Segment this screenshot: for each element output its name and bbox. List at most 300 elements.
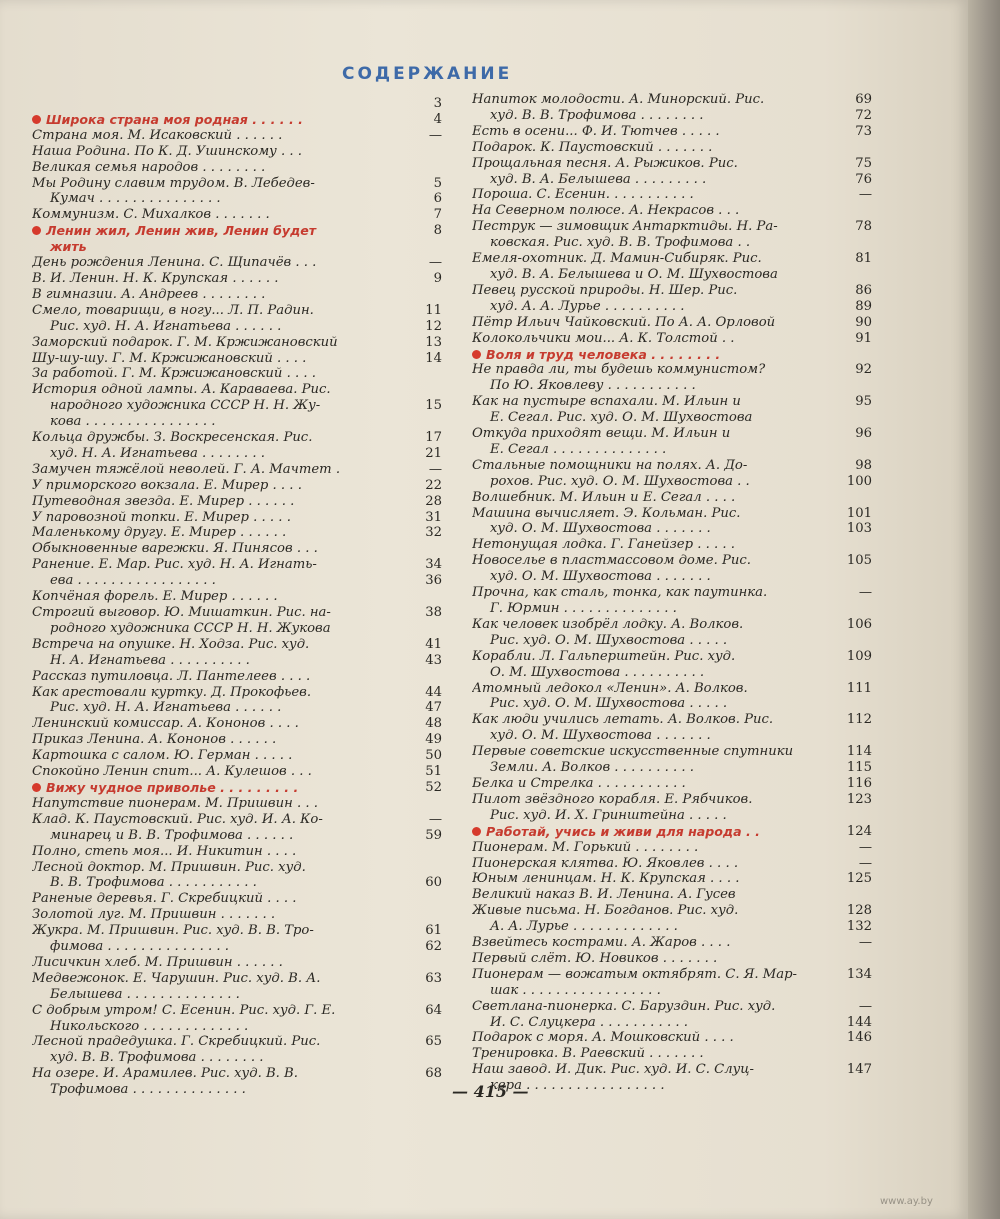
toc-entry-page: 69	[855, 92, 872, 107]
toc-entry	[472, 442, 872, 458]
toc-entry-title: Ранение. Е. Мар. Рис. худ. Н. А. Игнать-	[32, 557, 317, 573]
toc-entry-title: У приморского вокзала. Е. Мирер . . . .	[32, 477, 302, 493]
toc-entry	[472, 728, 872, 744]
toc-entry-page: 76	[855, 171, 872, 187]
toc-entry-page: 50	[425, 748, 442, 764]
toc-entry	[472, 569, 872, 585]
toc-entry	[32, 96, 442, 112]
toc-entry	[472, 776, 872, 792]
toc-entry-title: Подарок с моря. А. Мошковский . . . .	[472, 1030, 734, 1046]
toc-entry-page: 13	[425, 334, 442, 350]
toc-entry-title: Картошка с салом. Ю. Герман . . . . .	[32, 748, 293, 764]
toc-entry-title: О. М. Шухвостова . . . . . . . . . .	[490, 664, 705, 680]
toc-entry-page: 8	[433, 223, 442, 239]
toc-entry	[472, 601, 872, 617]
toc-entry-title: Е. Сегал. Рис. худ. О. М. Шухвостова	[490, 410, 753, 426]
toc-entry	[32, 510, 442, 526]
toc-entry-page: 44	[425, 684, 442, 700]
toc-entry	[472, 203, 872, 219]
toc-entry	[472, 808, 872, 824]
toc-entry-page: 123	[846, 791, 872, 807]
toc-entry	[32, 621, 442, 637]
toc-entry	[32, 287, 442, 303]
toc-entry	[32, 891, 442, 907]
toc-entry-title: кера . . . . . . . . . . . . . . . . .	[490, 1078, 665, 1094]
toc-entry	[32, 605, 442, 621]
toc-entry	[472, 1015, 872, 1031]
toc-entry-title: А. А. Лурье . . . . . . . . . . . . .	[490, 919, 678, 935]
toc-entry-title: Пилот звёздного корабля. Е. Рябчиков.	[472, 791, 753, 807]
toc-entry-title: Клад. К. Паустовский. Рис. худ. И. А. Ко-	[32, 811, 323, 827]
toc-entry	[32, 382, 442, 398]
toc-entry-title: Пионерам — вожатым октябрят. С. Я. Мар-	[472, 966, 798, 982]
toc-entry-page: 36	[425, 573, 442, 589]
toc-entry-page: 128	[846, 903, 872, 919]
toc-entry-page: 3	[433, 96, 442, 111]
toc-entry-title: Есть в осени... Ф. И. Тютчев . . . . .	[472, 123, 720, 139]
toc-entry-title: И. С. Слуцкера . . . . . . . . . . .	[490, 1014, 688, 1030]
toc-entry-page: 31	[425, 509, 442, 525]
toc-entry-title: Лесной доктор. М. Пришвин. Рис. худ.	[32, 859, 306, 875]
toc-entry-title: Г. Юрмин . . . . . . . . . . . . . .	[490, 601, 677, 616]
toc-entry-page: 9	[433, 270, 442, 286]
toc-entry-title: Маленькому другу. Е. Мирер . . . . . .	[32, 525, 287, 541]
toc-entry	[472, 187, 872, 203]
toc-entry	[472, 537, 872, 553]
toc-entry	[32, 462, 442, 478]
toc-entry-title: Строгий выговор. Ю. Мишаткин. Рис. на-	[32, 605, 331, 620]
toc-entry-title: худ. А. А. Лурье . . . . . . . . . .	[490, 298, 685, 314]
toc-entry-page: —	[428, 461, 442, 477]
toc-entry-page: 14	[425, 350, 442, 366]
toc-entry-title: Емеля-охотник. Д. Мамин-Сибиряк. Рис.	[472, 251, 762, 267]
toc-entry-title: Подарок. К. Паустовский . . . . . . .	[472, 139, 713, 155]
toc-entry-title: Как человек изобрёл лодку. А. Волков.	[472, 616, 744, 632]
toc-entry-title: Рис. худ. О. М. Шухвостова . . . . .	[490, 696, 728, 712]
toc-entry	[32, 1050, 442, 1066]
toc-entry-title: Пётр Ильич Чайковский. По А. А. Орловой	[472, 314, 776, 330]
toc-entry-title: Рис. худ. И. Х. Гринштейна . . . . .	[490, 807, 727, 823]
toc-entry	[32, 255, 442, 271]
toc-entry-title: кова . . . . . . . . . . . . . . . .	[50, 414, 216, 430]
toc-entry-page: —	[858, 855, 872, 871]
toc-entry	[472, 156, 872, 172]
toc-entry-page: 22	[425, 477, 442, 493]
toc-entry-page: 28	[425, 493, 442, 509]
toc-entry	[32, 1019, 442, 1035]
toc-entry	[32, 971, 442, 987]
toc-entry-title: Замучен тяжёлой неволей. Г. А. Мачтет .	[32, 461, 341, 477]
toc-entry-page: 43	[425, 652, 442, 668]
toc-entry	[32, 923, 442, 939]
toc-entry	[472, 951, 872, 967]
toc-entry	[32, 303, 442, 319]
toc-entry-page: 5	[433, 175, 442, 191]
toc-entry-page: 100	[846, 473, 872, 489]
toc-entry	[472, 712, 872, 728]
toc-entry-title: Смело, товарищи, в ногу... Л. П. Радин.	[32, 302, 314, 318]
toc-entry	[472, 251, 872, 267]
toc-entry	[472, 172, 872, 188]
toc-entry	[32, 1034, 442, 1050]
toc-entry-title: Рассказ путиловца. Л. Пантелеев . . . .	[32, 668, 311, 684]
toc-entry	[472, 792, 872, 808]
toc-entry	[32, 541, 442, 557]
toc-entry-title: Ленин жил, Ленин жив, Ленин будет	[32, 223, 402, 239]
toc-entry-title: родного художника СССР Н. Н. Жукова	[50, 620, 331, 636]
toc-entry	[32, 430, 442, 446]
toc-entry-page: 101	[846, 505, 872, 521]
toc-entry-title: Полно, степь моя... И. Никитин . . . .	[32, 843, 297, 859]
toc-entry	[32, 271, 442, 287]
toc-entry-page: 47	[425, 700, 442, 716]
toc-entry-page: 4	[433, 111, 442, 127]
toc-entry-title: рохов. Рис. худ. О. М. Шухвостова . .	[490, 473, 750, 489]
toc-entry-title: худ. В. В. Трофимова . . . . . . . .	[490, 107, 704, 123]
toc-entry-title: Шу-шу-шу. Г. М. Кржижановский . . . .	[32, 350, 307, 366]
toc-entry-title: Работай, учись и живи для народа . .	[472, 824, 832, 840]
toc-entry-title: Рис. худ. Н. А. Игнатьева . . . . . .	[50, 700, 282, 716]
toc-entry	[472, 840, 872, 856]
toc-entry-title: В гимназии. А. Андреев . . . . . . . .	[32, 286, 266, 302]
toc-entry-page: 51	[425, 764, 442, 780]
toc-entry-title: Рис. худ. О. М. Шухвостова . . . . .	[490, 632, 728, 648]
toc-entry-title: День рождения Ленина. С. Щипачёв . . .	[32, 255, 317, 271]
toc-entry-title: жить	[50, 239, 87, 255]
toc-entry	[32, 700, 442, 716]
toc-entry-title: шак . . . . . . . . . . . . . . . . .	[490, 982, 661, 998]
toc-entry	[32, 128, 442, 144]
toc-entry-title: Пионерская клятва. Ю. Яковлев . . . .	[472, 855, 739, 871]
toc-entry	[472, 283, 872, 299]
toc-entry-page: 59	[425, 827, 442, 843]
toc-entry	[472, 633, 872, 649]
toc-entry-title: худ. О. М. Шухвостова . . . . . . .	[490, 728, 711, 744]
toc-entry-page: 146	[846, 1030, 872, 1046]
toc-section-heading	[32, 780, 442, 796]
toc-entry-page: 92	[855, 362, 872, 378]
toc-entry	[472, 681, 872, 697]
toc-entry-title: Раненые деревья. Г. Скребицкий . . . .	[32, 891, 297, 907]
toc-entry-title: худ. В. А. Белышева и О. М. Шухвостова	[490, 266, 778, 282]
toc-entry	[472, 871, 872, 887]
toc-entry-page: 132	[846, 919, 872, 935]
toc-entry-page: 103	[846, 521, 872, 537]
toc-section-heading	[472, 824, 872, 840]
toc-entry	[472, 999, 872, 1015]
toc-entry-title: Жукра. М. Пришвин. Рис. худ. В. В. Тро-	[32, 923, 314, 939]
toc-entry	[32, 176, 442, 192]
toc-entry-title: Откуда приходят вещи. М. Ильин и	[472, 426, 731, 442]
toc-column-left	[32, 96, 442, 1098]
toc-entry-page: 114	[846, 744, 872, 760]
toc-entry-page: 144	[846, 1014, 872, 1030]
toc-entry	[32, 764, 442, 780]
toc-entry-title: Волшебник. М. Ильин и Е. Сегал . . . .	[472, 489, 736, 505]
toc-entry-title: Пионерам. М. Горький . . . . . . . .	[472, 839, 699, 855]
toc-entry-title: народного художника СССР Н. Н. Жу-	[50, 398, 321, 414]
toc-section-heading	[32, 112, 442, 128]
toc-entry-title: В. В. Трофимова . . . . . . . . . . .	[50, 875, 257, 891]
toc-entry-page: 81	[855, 251, 872, 267]
toc-entry-title: Пеструк — зимовщик Антарктиды. Н. Ра-	[472, 219, 778, 235]
toc-entry-title: худ. О. М. Шухвостова . . . . . . .	[490, 521, 711, 537]
toc-entry	[472, 315, 872, 331]
toc-entry-title: Воля и труд человека . . . . . . . .	[472, 347, 832, 363]
toc-entry-page: 109	[846, 648, 872, 664]
toc-entry-title: Страна моя. М. Исаковский . . . . . .	[32, 127, 283, 143]
page-edge	[968, 0, 1000, 1219]
toc-entry	[32, 748, 442, 764]
toc-entry	[32, 653, 442, 669]
toc-entry-page: —	[428, 127, 442, 143]
toc-entry-title: Белышева . . . . . . . . . . . . . .	[50, 986, 240, 1002]
toc-entry	[472, 665, 872, 681]
toc-entry	[472, 919, 872, 935]
toc-entry	[472, 490, 872, 506]
toc-entry	[472, 267, 872, 283]
toc-entry	[472, 124, 872, 140]
toc-entry-page: 64	[425, 1002, 442, 1018]
toc-entry-page: 72	[855, 107, 872, 123]
toc-entry-page: 89	[855, 298, 872, 314]
toc-entry-page: —	[858, 998, 872, 1014]
toc-entry	[32, 939, 442, 955]
toc-entry-page: 17	[425, 430, 442, 446]
toc-entry-page: 21	[425, 445, 442, 461]
toc-entry-page: —	[858, 935, 872, 951]
toc-entry	[32, 1066, 442, 1082]
toc-entry-title: Н. А. Игнатьева . . . . . . . . . .	[50, 652, 250, 668]
toc-entry	[472, 362, 872, 378]
toc-entry-page: 75	[855, 155, 872, 171]
toc-entry-title: фимова . . . . . . . . . . . . . . .	[50, 939, 229, 955]
toc-entry-title: На озере. И. Арамилев. Рис. худ. В. В.	[32, 1066, 298, 1082]
toc-entry-title: Тренировка. В. Раевский . . . . . . .	[472, 1046, 704, 1062]
toc-entry-title: Светлана-пионерка. С. Баруздин. Рис. худ.	[472, 998, 776, 1014]
watermark: www.ay.by	[880, 1196, 933, 1207]
toc-entry	[472, 887, 872, 903]
toc-entry	[472, 219, 872, 235]
toc-entry	[32, 907, 442, 923]
toc-entry-page: 112	[846, 712, 872, 728]
toc-entry-page: 134	[846, 966, 872, 982]
toc-entry	[32, 860, 442, 876]
toc-entry-page: 98	[855, 457, 872, 473]
toc-entry-title: На Северном полюсе. А. Некрасов . . .	[472, 203, 740, 219]
toc-entry	[32, 525, 442, 541]
toc-entry-page: 115	[846, 760, 872, 776]
toc-entry	[32, 414, 442, 430]
toc-entry-page: —	[858, 187, 872, 203]
toc-entry-title: Напиток молодости. А. Минорский. Рис.	[472, 92, 765, 107]
toc-entry	[32, 955, 442, 971]
toc-entry	[32, 478, 442, 494]
toc-entry	[472, 649, 872, 665]
toc-entry	[472, 521, 872, 537]
toc-entry-title: Новоселье в пластмассовом доме. Рис.	[472, 553, 751, 569]
toc-entry-title: ева . . . . . . . . . . . . . . . . .	[50, 573, 216, 589]
toc-entry-title: Взвейтесь кострами. А. Жаров . . . .	[472, 935, 731, 951]
toc-entry	[32, 557, 442, 573]
toc-entry	[32, 669, 442, 685]
toc-entry	[32, 685, 442, 701]
toc-entry	[32, 351, 442, 367]
toc-entry-page: 111	[846, 680, 872, 696]
toc-entry	[472, 299, 872, 315]
toc-entry-title: Корабли. Л. Гальперштейн. Рис. худ.	[472, 648, 736, 664]
toc-entry-title: Белка и Стрелка . . . . . . . . . . .	[472, 775, 686, 791]
toc-entry-title: Как на пустыре вспахали. М. Ильин и	[472, 394, 741, 410]
toc-entry-page: 125	[846, 871, 872, 887]
toc-entry-title: худ. В. В. Трофимова . . . . . . . .	[50, 1050, 264, 1066]
toc-entry	[32, 1082, 442, 1098]
toc-entry	[472, 1078, 872, 1094]
toc-entry-title: Коммунизм. С. Михалков . . . . . . .	[32, 207, 270, 223]
toc-entry-page: 48	[425, 716, 442, 732]
toc-entry-title: худ. О. М. Шухвостова . . . . . . .	[490, 569, 711, 585]
toc-entry	[32, 796, 442, 812]
toc-entry-page: 68	[425, 1066, 442, 1082]
toc-entry-page: 15	[425, 398, 442, 414]
toc-entry-page: —	[858, 585, 872, 601]
toc-entry	[32, 732, 442, 748]
toc-entry-title: Встреча на опушке. Н. Ходза. Рис. худ.	[32, 636, 310, 652]
page-title: СОДЕРЖАНИЕ	[342, 64, 513, 84]
toc-entry	[32, 494, 442, 510]
toc-entry	[472, 1030, 872, 1046]
toc-entry	[472, 506, 872, 522]
toc-entry-page: 91	[855, 330, 872, 346]
toc-entry-title: Копчёная форель. Е. Мирер . . . . . .	[32, 589, 278, 605]
toc-entry-page: —	[428, 255, 442, 271]
toc-entry-title: Путеводная звезда. Е. Мирер . . . . . .	[32, 493, 295, 509]
toc-entry-title: ковская. Рис. худ. В. В. Трофимова . .	[490, 235, 751, 251]
toc-entry-title: Приказ Ленина. А. Кононов . . . . . .	[32, 732, 277, 748]
toc-entry-page: 61	[425, 923, 442, 939]
toc-entry	[472, 903, 872, 919]
toc-entry-page: 11	[425, 302, 442, 318]
toc-entry-title: Лесной прадедушка. Г. Скребицкий. Рис.	[32, 1034, 321, 1050]
toc-entry-title: Трофимова . . . . . . . . . . . . . .	[50, 1082, 246, 1098]
toc-entry-page: 41	[425, 636, 442, 652]
toc-entry	[472, 235, 872, 251]
toc-entry-page: 34	[425, 557, 442, 573]
toc-entry-page: 60	[425, 875, 442, 891]
toc-entry	[32, 191, 442, 207]
toc-entry-title: минарец и В. В. Трофимова . . . . . .	[50, 827, 294, 843]
toc-entry-title: Живые письма. Н. Богданов. Рис. худ.	[472, 903, 739, 919]
toc-entry	[32, 637, 442, 653]
toc-entry	[32, 844, 442, 860]
toc-entry-title: Пороша. С. Есенин. . . . . . . . . . .	[472, 187, 694, 203]
toc-entry-title: Рис. худ. Н. А. Игнатьева . . . . . .	[50, 318, 282, 334]
toc-entry-title: Кумач . . . . . . . . . . . . . . .	[50, 191, 221, 207]
toc-entry-page: 147	[846, 1062, 872, 1078]
toc-entry	[32, 366, 442, 382]
toc-entry	[32, 828, 442, 844]
toc-entry-title: Великая семья народов . . . . . . . .	[32, 159, 266, 175]
toc-entry	[472, 617, 872, 633]
toc-entry	[32, 144, 442, 160]
toc-entry-page: 65	[425, 1034, 442, 1050]
toc-entry	[472, 394, 872, 410]
toc-entry-title: Земли. А. Волков . . . . . . . . . .	[490, 760, 694, 776]
toc-entry-title: Наш завод. И. Дик. Рис. худ. И. С. Слуц-	[472, 1062, 754, 1078]
toc-entry	[32, 207, 442, 223]
toc-entry-title: Как арестовали куртку. Д. Прокофьев.	[32, 684, 312, 700]
toc-entry-title: Атомный ледокол «Ленин». А. Волков.	[472, 680, 748, 696]
toc-entry-page: 49	[425, 732, 442, 748]
toc-entry	[472, 1062, 872, 1078]
toc-entry-title: Кольца дружбы. З. Воскресенская. Рис.	[32, 430, 313, 446]
toc-entry-title: Золотой луг. М. Пришвин . . . . . . .	[32, 907, 276, 923]
toc-entry-page: 124	[846, 823, 872, 839]
toc-entry-title: По Ю. Яковлеву . . . . . . . . . . .	[490, 378, 696, 394]
toc-entry-title: Обыкновенные варежки. Я. Пинясов . . .	[32, 541, 318, 557]
toc-entry	[32, 335, 442, 351]
toc-entry-title: Наша Родина. По К. Д. Ушинскому . . .	[32, 143, 302, 159]
toc-entry	[32, 1003, 442, 1019]
toc-entry-title: Прочна, как сталь, тонка, как паутинка.	[472, 585, 768, 601]
toc-entry-title: Спокойно Ленин спит... А. Кулешов . . .	[32, 764, 312, 780]
toc-entry-title: Никольского . . . . . . . . . . . . .	[50, 1018, 249, 1034]
toc-entry-page: 32	[425, 525, 442, 541]
toc-entry	[472, 553, 872, 569]
toc-entry-title: Е. Сегал . . . . . . . . . . . . . .	[490, 441, 667, 457]
toc-entry	[472, 935, 872, 951]
toc-entry-page: 105	[846, 553, 872, 569]
toc-entry	[32, 875, 442, 891]
toc-entry	[472, 967, 872, 983]
toc-entry-title: худ. Н. А. Игнатьева . . . . . . . .	[50, 445, 265, 461]
page-number: — 415 —	[452, 1082, 529, 1101]
toc-entry-title: У паровозной топки. Е. Мирер . . . . .	[32, 509, 291, 525]
toc-entry	[472, 1046, 872, 1062]
toc-entry-title: Широка страна моя родная . . . . . .	[32, 112, 402, 128]
toc-entry	[472, 458, 872, 474]
toc-entry	[472, 92, 872, 108]
toc-entry-title: Первый слёт. Ю. Новиков . . . . . . .	[472, 950, 718, 966]
toc-entry-title: Колокольчики мои... А. К. Толстой . .	[472, 330, 735, 346]
toc-entry-title: Медвежонок. Е. Чарушин. Рис. худ. В. А.	[32, 970, 321, 986]
toc-entry	[472, 410, 872, 426]
toc-column-right	[472, 92, 872, 1094]
toc-entry	[472, 585, 872, 601]
toc-entry	[32, 812, 442, 828]
toc-entry-title: Лисичкин хлеб. М. Пришвин . . . . . .	[32, 954, 283, 970]
toc-entry-title: Как люди учились летать. А. Волков. Рис.	[472, 712, 774, 728]
toc-section-heading	[32, 223, 442, 239]
toc-entry-page: 116	[846, 775, 872, 791]
toc-entry	[472, 760, 872, 776]
toc-entry-page: 86	[855, 282, 872, 298]
toc-entry-title: В. И. Ленин. Н. К. Крупская . . . . . .	[32, 270, 279, 286]
toc-entry	[32, 160, 442, 176]
toc-entry-title: За работой. Г. М. Кржижановский . . . .	[32, 366, 316, 382]
toc-entry-page: 12	[425, 318, 442, 334]
toc-entry-title: Прощальная песня. А. Рыжиков. Рис.	[472, 155, 738, 171]
toc-entry	[472, 856, 872, 872]
toc-entry-page: 63	[425, 970, 442, 986]
toc-entry	[32, 446, 442, 462]
toc-entry-title: Не правда ли, ты будешь коммунистом?	[472, 362, 766, 378]
toc-entry-title: Мы Родину славим трудом. В. Лебедев-	[32, 175, 315, 191]
toc-entry-page: 7	[433, 207, 442, 223]
toc-entry-title: Стальные помощники на полях. А. До-	[472, 457, 748, 473]
toc-section-heading	[472, 347, 872, 363]
toc-entry	[472, 744, 872, 760]
